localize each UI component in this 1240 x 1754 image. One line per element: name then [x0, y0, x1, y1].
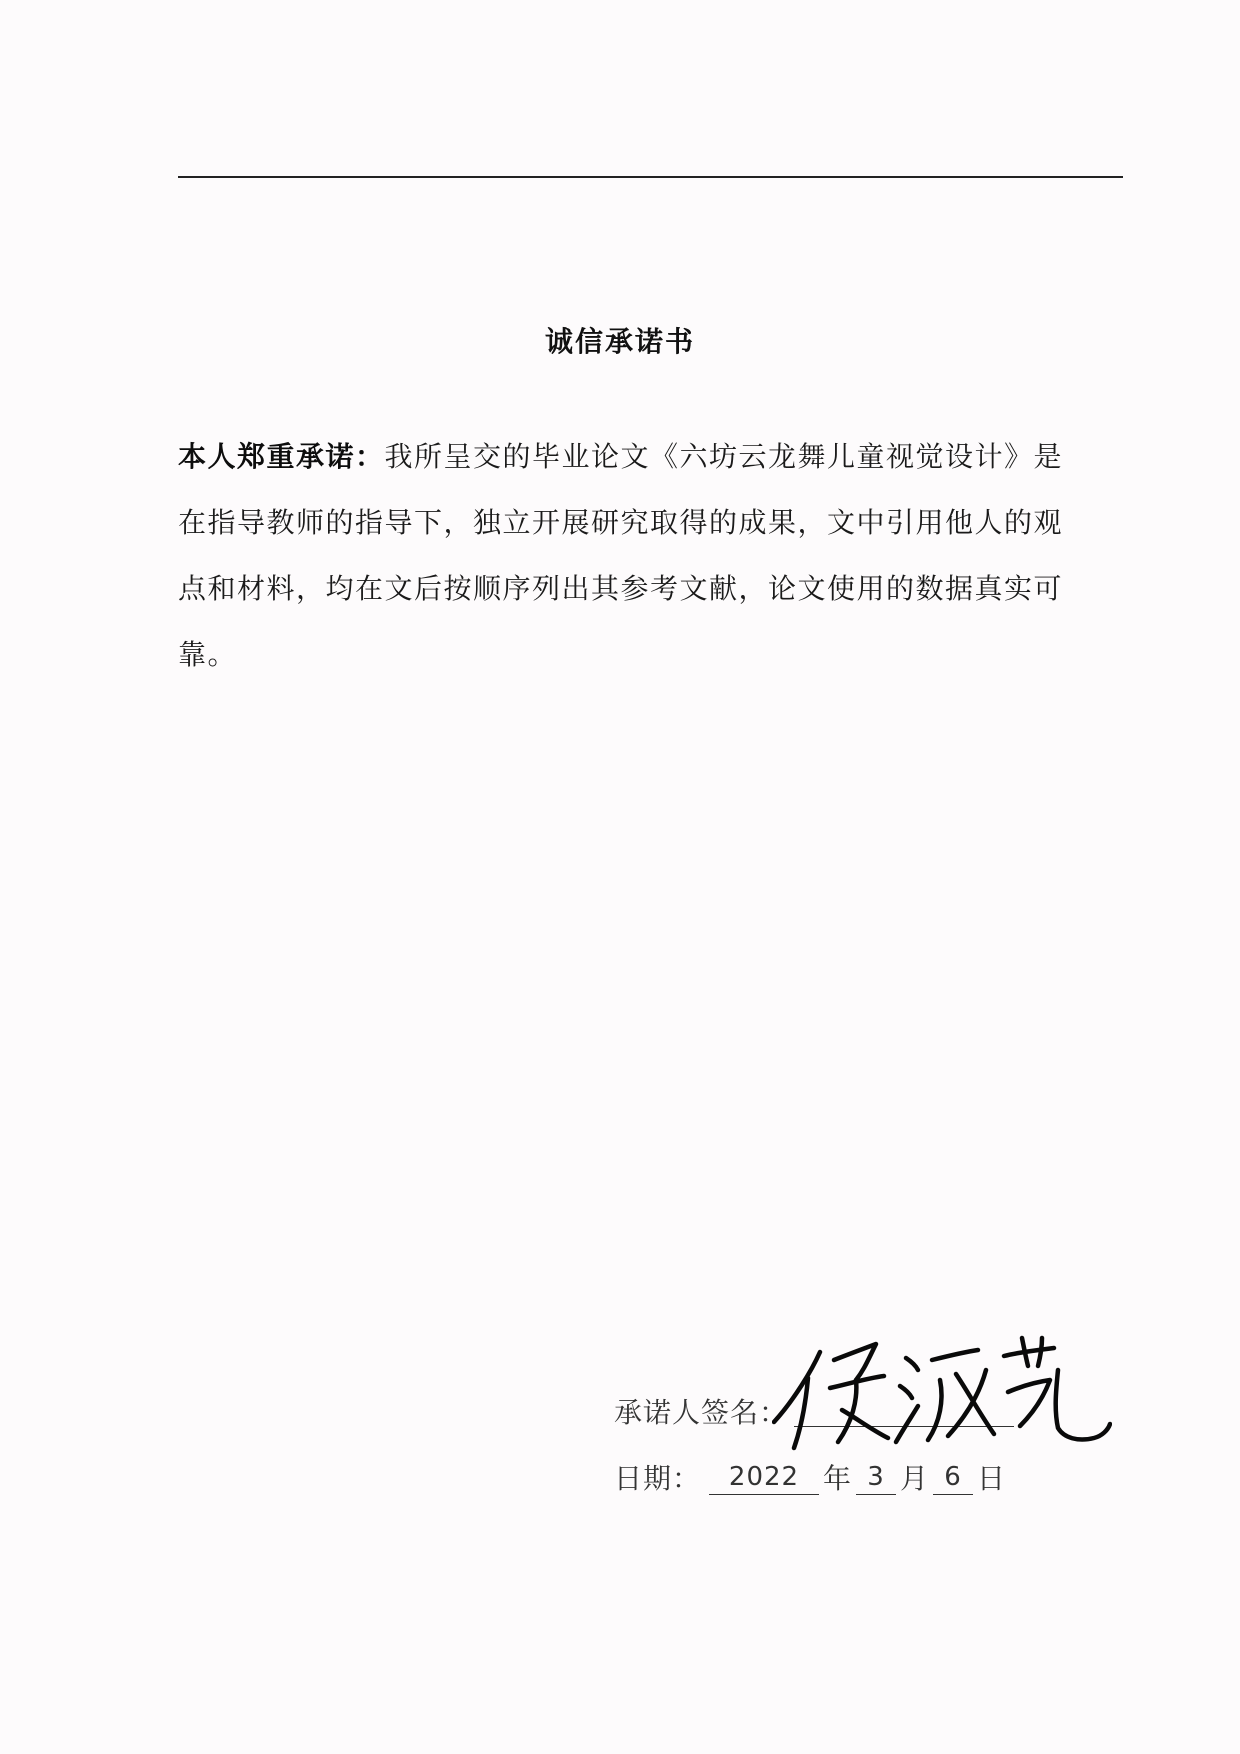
signer-label: 承诺人签名： [614, 1396, 789, 1429]
date-year: 2022 [709, 1460, 819, 1495]
pledge-lead: 本人郑重承诺： [178, 440, 385, 473]
date-day: 6 [933, 1460, 973, 1495]
pledge-body: 我所呈交的毕业论文《六坊云龙舞儿童视觉设计》是在指导教师的指导下，独立开展研究取得的成果，文中引用他人的观点和材料，均在文后按顺序列出其参考文献，论文使用的数据真实可靠。 [178, 440, 1064, 671]
header-rule [178, 176, 1123, 178]
date-month-unit: 月 [900, 1462, 930, 1495]
date-day-unit: 日 [977, 1462, 1007, 1495]
pledge-paragraph [178, 424, 1088, 688]
handwritten-signature [772, 1330, 1112, 1470]
page-title: 诚信承诺书 [544, 325, 695, 358]
date-month: 3 [856, 1460, 896, 1495]
date-label: 日期： [614, 1462, 702, 1495]
date-year-unit: 年 [823, 1462, 853, 1495]
